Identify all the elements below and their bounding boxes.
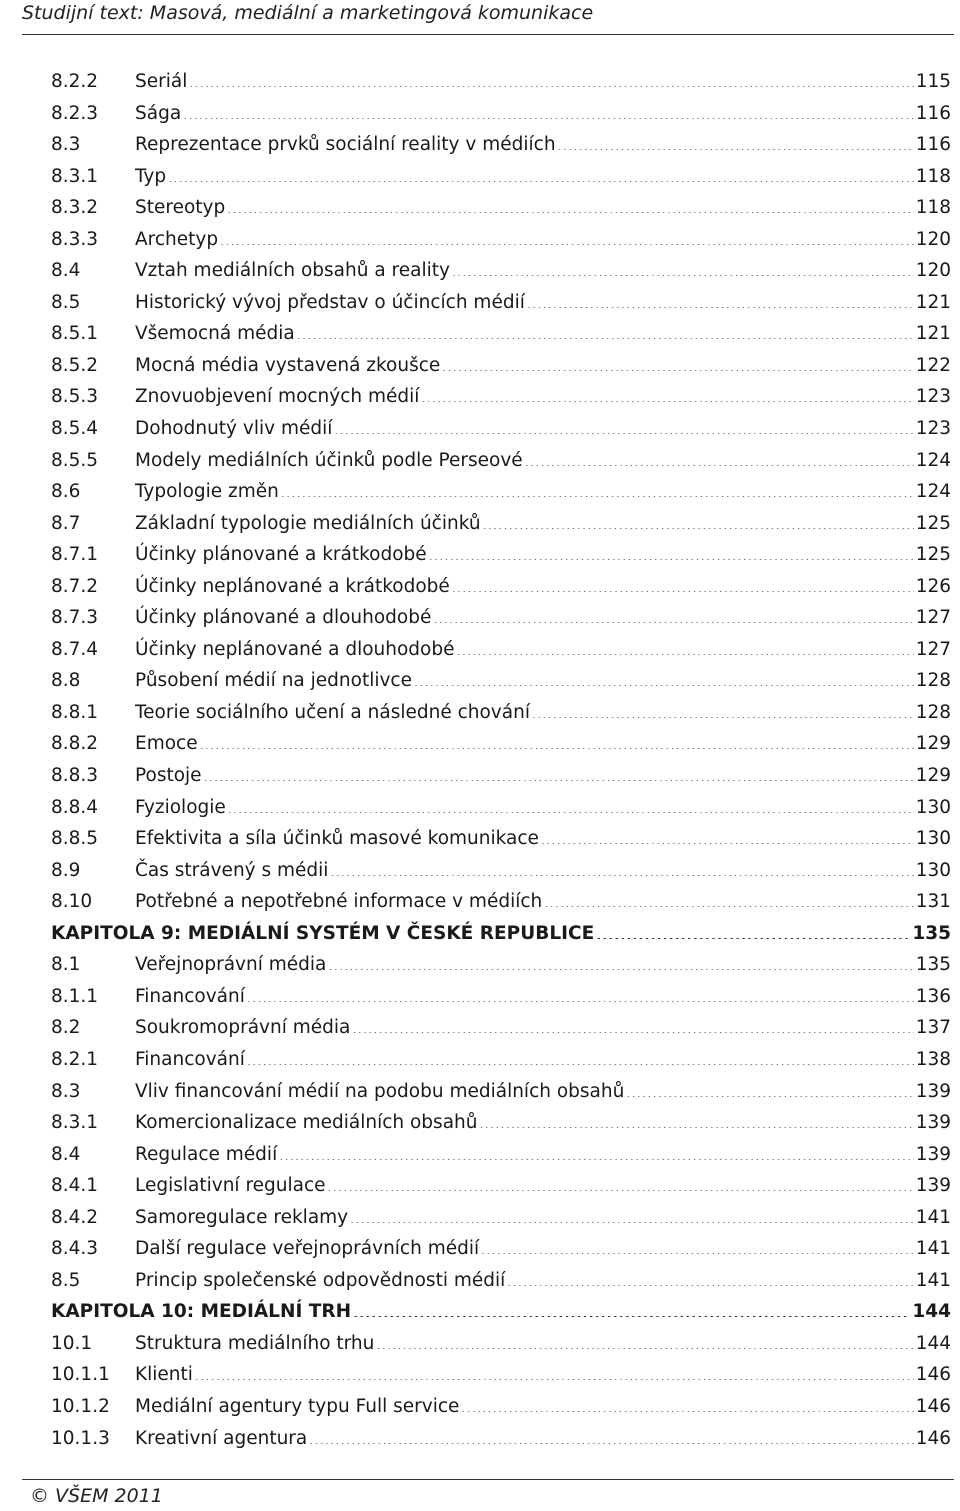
toc-page-number: 121 — [915, 291, 951, 313]
toc-entry-title: Soukromoprávní média — [135, 1017, 351, 1039]
toc-dot-leader — [527, 307, 914, 308]
toc-chapter-title: KAPITOLA 10: MEDIÁLNÍ TRH — [51, 1301, 352, 1323]
toc-entry-title: Financování — [135, 1048, 245, 1070]
toc-entry-number: 8.8.2 — [51, 733, 99, 755]
toc-dot-leader — [227, 212, 913, 213]
toc-dot-leader — [200, 748, 914, 749]
toc-entry[interactable] — [51, 1328, 951, 1360]
toc-entry[interactable] — [51, 66, 951, 98]
toc-dot-leader — [483, 528, 914, 529]
toc-dot-leader — [479, 1127, 913, 1128]
toc-page-number: 123 — [915, 386, 951, 408]
toc-entry-title: Reprezentace prvků sociální reality v médiích — [135, 134, 556, 156]
toc-entry-title: Účinky neplánované a krátkodobé — [135, 575, 450, 597]
toc-page-number: 139 — [915, 1080, 951, 1102]
toc-entry-title: Historický vývoj představ o účincích médií — [135, 291, 525, 313]
toc-page-number: 115 — [915, 71, 951, 92]
toc-dot-leader — [183, 118, 914, 119]
toc-dot-leader — [195, 1379, 914, 1380]
toc-dot-leader — [442, 370, 913, 371]
toc-entry-title: Typologie změn — [135, 481, 279, 503]
toc-page-number: 128 — [915, 701, 951, 723]
toc-page-number: 144 — [912, 1301, 951, 1323]
toc-entry-number: 8.2.3 — [51, 102, 99, 124]
toc-entry-title: Emoce — [135, 733, 198, 755]
toc-entry[interactable] — [51, 476, 951, 508]
toc-entry-number: 8.4 — [51, 260, 81, 282]
toc-entry-number: 8.7 — [51, 512, 81, 534]
toc-entry[interactable] — [51, 224, 951, 256]
toc-dot-leader — [297, 338, 914, 339]
page-footer: © VŠEM 2011 — [30, 1485, 163, 1507]
toc-page-number: 146 — [915, 1427, 951, 1449]
toc-entry-title: Seriál — [135, 71, 188, 92]
toc-dot-leader — [626, 1096, 913, 1097]
toc-page-number: 116 — [915, 102, 951, 124]
toc-entry-number: 8.5.3 — [51, 386, 99, 408]
toc-dot-leader — [421, 401, 913, 402]
toc-page-number: 118 — [915, 165, 951, 187]
toc-entry[interactable] — [51, 98, 951, 130]
toc-entry[interactable] — [51, 665, 951, 697]
toc-page-number: 124 — [915, 449, 951, 471]
toc-page-number: 141 — [915, 1238, 951, 1260]
toc-entry[interactable] — [51, 792, 951, 824]
toc-dot-leader — [507, 1285, 913, 1286]
toc-entry-number: 8.3.3 — [51, 228, 99, 250]
toc-dot-leader — [452, 275, 914, 276]
toc-dot-leader — [168, 181, 914, 182]
toc-dot-leader — [376, 1348, 913, 1349]
toc-entry-title: Klienti — [135, 1364, 193, 1386]
toc-page-number: 135 — [915, 954, 951, 976]
toc-entry[interactable] — [51, 1107, 951, 1139]
toc-dot-leader — [352, 1032, 913, 1033]
toc-page-number: 129 — [915, 765, 951, 787]
toc-entry-title: Princip společenské odpovědnosti médií — [135, 1269, 506, 1291]
toc-entry[interactable] — [51, 634, 951, 666]
toc-page-number: 128 — [915, 670, 951, 692]
toc-entry-number: 8.4.1 — [51, 1175, 99, 1197]
toc-entry-title: Mediální agentury typu Full service — [135, 1395, 460, 1417]
toc-entry[interactable] — [51, 1170, 951, 1202]
toc-entry[interactable] — [51, 161, 951, 193]
toc-entry-title: Komercionalizace mediálních obsahů — [135, 1112, 478, 1134]
toc-page-number: 135 — [912, 922, 951, 944]
toc-entry[interactable] — [51, 287, 951, 319]
toc-entry[interactable] — [51, 1233, 951, 1265]
toc-entry-number: 8.4.3 — [51, 1238, 99, 1260]
toc-entry[interactable] — [51, 255, 951, 287]
toc-entry[interactable] — [51, 350, 951, 382]
toc-entry-number: 8.6 — [51, 481, 81, 503]
toc-page-number: 130 — [915, 859, 951, 881]
toc-dot-leader — [433, 622, 913, 623]
toc-entry[interactable] — [51, 728, 951, 760]
toc-page-number: 122 — [915, 354, 951, 376]
toc-page-number: 131 — [915, 891, 951, 913]
toc-dot-leader — [353, 1316, 910, 1317]
toc-page-number: 146 — [915, 1395, 951, 1417]
header-divider — [22, 34, 954, 35]
toc-entry-title: Působení médií na jednotlivce — [135, 670, 412, 692]
toc-entry-number: 8.2.2 — [51, 71, 99, 92]
toc-entry-number: 10.1 — [51, 1332, 93, 1354]
toc-entry-number: 8.7.4 — [51, 638, 99, 660]
page-header: Studijní text: Masová, mediální a marketingová komunikace — [22, 2, 594, 24]
toc-dot-leader — [541, 843, 914, 844]
toc-entry[interactable] — [51, 413, 951, 445]
toc-page-number: 125 — [915, 512, 951, 534]
toc-page-number: 139 — [915, 1175, 951, 1197]
toc-page-number: 120 — [915, 260, 951, 282]
toc-entry[interactable] — [51, 1012, 951, 1044]
toc-page-number: 146 — [915, 1364, 951, 1386]
toc-entry[interactable] — [51, 855, 951, 887]
toc-entry-title: Stereotyp — [135, 197, 226, 219]
toc-entry-number: 8.8.5 — [51, 828, 99, 850]
toc-page-number: 124 — [915, 481, 951, 503]
toc-entry[interactable] — [51, 445, 951, 477]
toc-dot-leader — [328, 969, 913, 970]
toc-page-number: 144 — [915, 1332, 951, 1354]
toc-entry-number: 8.8.4 — [51, 796, 99, 818]
toc-page-number: 127 — [915, 607, 951, 629]
toc-dot-leader — [532, 717, 914, 718]
toc-entry-number: 8.7.3 — [51, 607, 99, 629]
toc-entry-number: 8.5.4 — [51, 418, 99, 440]
toc-entry-number: 8.3.1 — [51, 165, 99, 187]
toc-page-number: 139 — [915, 1112, 951, 1134]
toc-entry-title: Vztah mediálních obsahů a reality — [135, 260, 450, 282]
toc-entry-number: 10.1.1 — [51, 1364, 110, 1386]
toc-dot-leader — [596, 938, 910, 939]
toc-entry[interactable] — [51, 318, 951, 350]
toc-chapter-heading[interactable] — [51, 918, 951, 950]
toc-dot-leader — [461, 1411, 913, 1412]
toc-entry-title: Typ — [135, 165, 167, 187]
toc-dot-leader — [350, 1222, 914, 1223]
toc-entry-number: 8.3.2 — [51, 197, 99, 219]
toc-chapter-title: KAPITOLA 9: MEDIÁLNÍ SYSTÉM V ČESKÉ REPUBLICE — [51, 922, 595, 944]
toc-entry-number: 8.3.1 — [51, 1112, 99, 1134]
toc-entry[interactable] — [51, 1044, 951, 1076]
toc-page-number: 126 — [915, 575, 951, 597]
toc-page-number: 141 — [915, 1269, 951, 1291]
toc-entry-title: Účinky plánované a krátkodobé — [135, 544, 427, 566]
toc-entry-title: Znovuobjevení mocných médií — [135, 386, 420, 408]
toc-entry[interactable] — [51, 1423, 951, 1455]
toc-dot-leader — [334, 433, 913, 434]
toc-entry-title: Teorie sociálního učení a následné chování — [135, 701, 530, 723]
toc-dot-leader — [525, 465, 914, 466]
toc-page-number: 137 — [915, 1017, 951, 1039]
toc-page-number: 116 — [915, 134, 951, 156]
toc-entry[interactable] — [51, 602, 951, 634]
toc-entry-title: Účinky neplánované a dlouhodobé — [135, 638, 455, 660]
toc-entry-number: 8.1.1 — [51, 985, 99, 1007]
toc-page-number: 121 — [915, 323, 951, 345]
toc-entry-number: 8.3 — [51, 1080, 81, 1102]
toc-entry-number: 8.10 — [51, 891, 93, 913]
toc-page-number: 123 — [915, 418, 951, 440]
toc-entry-number: 8.4.2 — [51, 1206, 99, 1228]
toc-entry[interactable] — [51, 1139, 951, 1171]
toc-entry-number: 8.7.1 — [51, 544, 99, 566]
toc-entry-title: Fyziologie — [135, 796, 226, 818]
toc-entry-number: 8.5.2 — [51, 354, 99, 376]
footer-divider — [22, 1479, 954, 1480]
toc-entry-title: Mocná média vystavená zkoušce — [135, 354, 441, 376]
toc-entry-title: Postoje — [135, 765, 202, 787]
toc-entry-number: 8.8 — [51, 670, 81, 692]
toc-page-number: 138 — [915, 1048, 951, 1070]
toc-dot-leader — [481, 1253, 914, 1254]
toc-entry-number: 8.2.1 — [51, 1048, 99, 1070]
toc-entry-number: 8.5 — [51, 1269, 81, 1291]
toc-entry[interactable] — [51, 571, 951, 603]
toc-entry-number: 10.1.2 — [51, 1395, 110, 1417]
toc-page-number: 118 — [915, 197, 951, 219]
toc-dot-leader — [281, 496, 914, 497]
toc-dot-leader — [414, 685, 914, 686]
toc-entry-number: 8.5 — [51, 291, 81, 313]
toc-entry-title: Všemocná média — [135, 323, 295, 345]
toc-entry-title: Archetyp — [135, 228, 219, 250]
toc-entry-title: Dohodnutý vliv médií — [135, 418, 333, 440]
toc-entry-title: Sága — [135, 102, 182, 124]
toc-entry-number: 8.3 — [51, 134, 81, 156]
toc-entry[interactable] — [51, 381, 951, 413]
toc-dot-leader — [558, 149, 914, 150]
toc-entry-number: 8.2 — [51, 1017, 81, 1039]
toc-entry-number: 8.7.2 — [51, 575, 99, 597]
toc-entry-number: 8.5.1 — [51, 323, 99, 345]
toc-entry-title: Efektivita a síla účinků masové komunikace — [135, 828, 539, 850]
toc-entry[interactable] — [51, 1391, 951, 1423]
toc-dot-leader — [452, 591, 914, 592]
toc-entry[interactable] — [51, 760, 951, 792]
toc-entry-title: Regulace médií — [135, 1143, 278, 1165]
toc-page-number: 136 — [915, 985, 951, 1007]
toc-entry[interactable] — [51, 886, 951, 918]
toc-dot-leader — [279, 1159, 913, 1160]
toc-page-number: 130 — [915, 796, 951, 818]
toc-entry-title: Struktura mediálního trhu — [135, 1332, 375, 1354]
toc-dot-leader — [228, 812, 914, 813]
toc-entry[interactable] — [51, 1265, 951, 1297]
toc-dot-leader — [328, 1190, 914, 1191]
toc-chapter-heading[interactable] — [51, 1296, 951, 1328]
toc-dot-leader — [330, 875, 913, 876]
toc-page-number: 120 — [915, 228, 951, 250]
toc-entry-title: Vliv financování médií na podobu mediálních obsahů — [135, 1080, 625, 1102]
toc-entry-title: Kreativní agentura — [135, 1427, 308, 1449]
toc-page-number: 129 — [915, 733, 951, 755]
toc-dot-leader — [220, 244, 914, 245]
toc-entry-number: 8.8.1 — [51, 701, 99, 723]
toc-entry-title: Financování — [135, 985, 245, 1007]
toc-entry[interactable] — [51, 1076, 951, 1108]
toc-entry[interactable] — [51, 981, 951, 1013]
table-of-contents — [51, 66, 951, 1454]
toc-entry-title: Potřebné a nepotřebné informace v médiích — [135, 891, 543, 913]
toc-entry[interactable] — [51, 1359, 951, 1391]
toc-page-number: 141 — [915, 1206, 951, 1228]
toc-entry-title: Samoregulace reklamy — [135, 1206, 349, 1228]
toc-dot-leader — [247, 1064, 914, 1065]
toc-entry-title: Modely mediálních účinků podle Perseové — [135, 449, 523, 471]
toc-page-number: 125 — [915, 544, 951, 566]
toc-entry[interactable] — [51, 129, 951, 161]
toc-entry-number: 8.4 — [51, 1143, 81, 1165]
toc-dot-leader — [189, 86, 913, 87]
toc-entry-title: Účinky plánované a dlouhodobé — [135, 607, 432, 629]
toc-entry-title: Čas strávený s médii — [135, 859, 329, 881]
toc-entry-title: Legislativní regulace — [135, 1175, 326, 1197]
toc-entry-number: 10.1.3 — [51, 1427, 110, 1449]
toc-entry-title: Veřejnoprávní média — [135, 954, 327, 976]
toc-dot-leader — [309, 1443, 913, 1444]
toc-entry-number: 8.8.3 — [51, 765, 99, 787]
toc-entry[interactable] — [51, 949, 951, 981]
toc-entry-number: 8.1 — [51, 954, 81, 976]
toc-entry-title: Základní typologie mediálních účinků — [135, 512, 481, 534]
toc-page-number: 130 — [915, 828, 951, 850]
toc-entry[interactable] — [51, 508, 951, 540]
toc-entry-number: 8.5.5 — [51, 449, 99, 471]
toc-entry[interactable] — [51, 192, 951, 224]
toc-entry-number: 8.9 — [51, 859, 81, 881]
toc-dot-leader — [429, 559, 914, 560]
toc-entry[interactable] — [51, 823, 951, 855]
toc-dot-leader — [456, 654, 913, 655]
toc-dot-leader — [247, 1001, 914, 1002]
toc-entry[interactable] — [51, 1202, 951, 1234]
toc-entry[interactable] — [51, 539, 951, 571]
toc-dot-leader — [544, 906, 913, 907]
toc-dot-leader — [204, 780, 914, 781]
toc-entry[interactable] — [51, 697, 951, 729]
toc-entry-title: Další regulace veřejnoprávních médií — [135, 1238, 480, 1260]
toc-page-number: 127 — [915, 638, 951, 660]
toc-page-number: 139 — [915, 1143, 951, 1165]
